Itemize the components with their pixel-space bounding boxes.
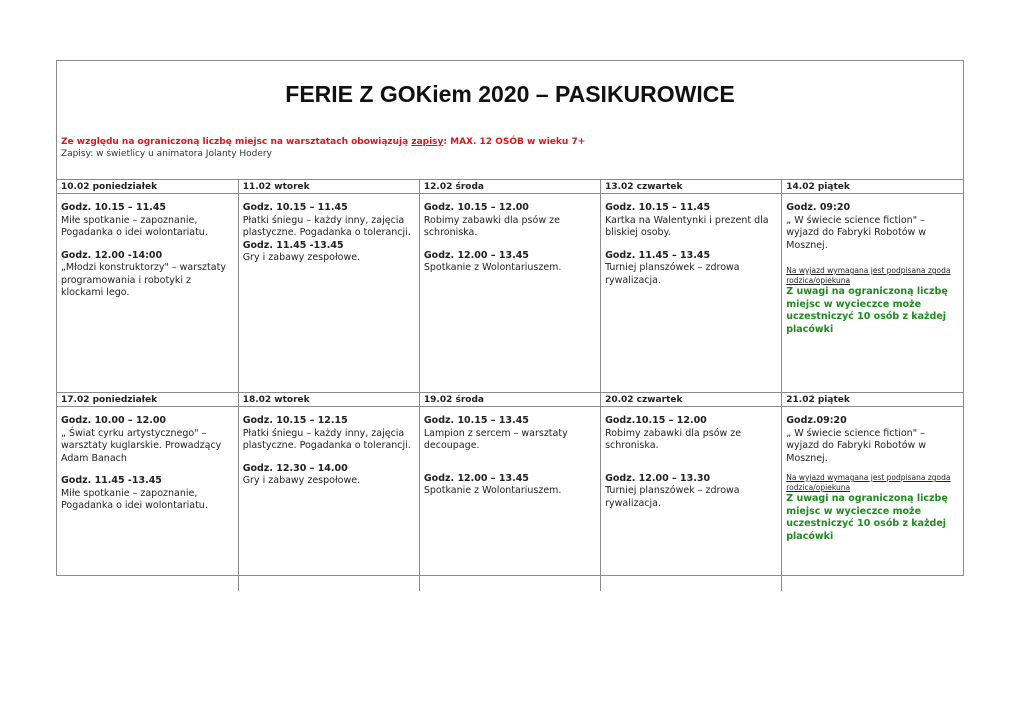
- schedule-sheet: [56, 60, 964, 576]
- day-header: 17.02 poniedziałek: [57, 393, 238, 407]
- time-slot: Godz. 11.45 -13.45: [242, 239, 344, 251]
- day-header: 21.02 piątek: [782, 393, 963, 407]
- activity: Spotkanie z Wolontariuszem.: [423, 262, 562, 273]
- day-cell-mon: [57, 194, 238, 393]
- time-slot: Godz. 11.45 – 13.45: [605, 249, 711, 261]
- week1-activities-row: [57, 194, 963, 393]
- activity: Płatki śniegu – każdy inny, zajęcia plastyczne. Pogadanka o tolerancji.: [242, 214, 411, 238]
- activity: Robimy zabawki dla psów ze schroniska.: [605, 427, 742, 451]
- activity: „Młodzi konstruktorzy" – warsztaty programowania i robotyki z klockami lego.: [61, 262, 226, 298]
- day-cell-tue: [238, 194, 419, 393]
- day-cell-thu: [601, 194, 782, 393]
- capacity-warning: Z uwagi na ograniczoną liczbę miejsc w wycieczce może uczestniczyć 10 osób z każdej placówki: [786, 286, 948, 335]
- day-cell-wed: [419, 407, 600, 592]
- day-header: 11.02 wtorek: [238, 180, 419, 194]
- day-header: 20.02 czwartek: [601, 393, 782, 407]
- time-slot: Godz. 10.15 – 12.00: [423, 202, 529, 213]
- day-cell-fri: [782, 407, 963, 592]
- time-slot: Godz. 12.00 – 13.45: [423, 472, 529, 484]
- time-slot: Godz. 12.00 – 13.45: [423, 249, 529, 261]
- activity: Turniej planszówek – zdrowa rywalizacja.: [605, 262, 740, 286]
- activity: Miłe spotkanie – zapoznanie, Pogadanka o idei wolontariatu.: [61, 487, 208, 511]
- time-slot: Godz. 12.00 -14:00: [61, 249, 163, 261]
- day-header: 10.02 poniedziałek: [57, 180, 238, 194]
- day-header: 19.02 środa: [419, 393, 600, 407]
- notice-subline: Zapisy: w świetlicy u animatora Jolanty Hodery: [61, 149, 272, 159]
- day-cell-wed: [419, 194, 600, 393]
- consent-note: Na wyjazd wymagana jest podpisana zgoda rodzica/opiekuna: [786, 266, 951, 285]
- activity: „ W świecie science fiction" – wyjazd do Fabryki Robotów w Mosznej.: [786, 214, 927, 251]
- day-cell-tue: [238, 407, 419, 592]
- page-title: FERIE Z GOKiem 2020 – PASIKUROWICE: [285, 81, 735, 107]
- time-slot: Godz. 10.15 – 12.15: [242, 415, 348, 426]
- activity: Kartka na Walentynki i prezent dla bliskiej osoby.: [605, 214, 769, 238]
- time-slot: Godz. 12.00 – 13.30: [605, 472, 711, 484]
- notice-link-wrap: [411, 137, 443, 147]
- day-cell-mon: [57, 407, 238, 592]
- time-slot: Godz. 09:20: [786, 202, 851, 213]
- time-slot: Godz.10.15 – 12.00: [605, 415, 707, 426]
- day-header: 12.02 środa: [419, 180, 600, 194]
- activity: Robimy zabawki dla psów ze schroniska.: [423, 214, 560, 238]
- activity: Turniej planszówek – zdrowa rywalizacja.: [605, 485, 740, 509]
- activity: Spotkanie z Wolontariuszem.: [423, 485, 562, 496]
- time-slot: Godz. 10.15 – 11.45: [242, 202, 348, 213]
- time-slot: Godz. 11.45 -13.45: [61, 475, 162, 486]
- notice-text-2: : MAX. 12 OSÓB w wieku 7+: [443, 137, 586, 147]
- week2-activities-row: [57, 407, 963, 592]
- notice-line: [61, 136, 585, 148]
- activity: „ W świecie science fiction" – wyjazd do Fabryki Robotów w Mosznej.: [786, 427, 927, 464]
- time-slot: Godz. 10.15 – 11.45: [61, 202, 167, 213]
- time-slot: Godz. 12.30 – 14.00: [242, 462, 348, 474]
- activity: Płatki śniegu – każdy inny, zajęcia plastyczne. Pogadanka o tolerancji.: [242, 427, 411, 451]
- day-header: 14.02 piątek: [782, 180, 963, 194]
- time-slot: Godz.09:20: [786, 415, 847, 426]
- time-slot: Godz. 10.15 – 11.45: [605, 202, 711, 213]
- day-cell-thu: [601, 407, 782, 592]
- schedule-table: [57, 180, 963, 591]
- activity: Gry i zabawy zespołowe.: [242, 475, 361, 486]
- time-slot: Godz. 10.15 – 13.45: [423, 415, 529, 426]
- week1-day-header-row: [57, 180, 963, 194]
- day-header: 18.02 wtorek: [238, 393, 419, 407]
- notice-link: zapisy: [411, 137, 444, 147]
- notice-text-1: Ze względu na ograniczoną liczbę miejsc na warsztatach obowiązują: [61, 137, 412, 147]
- capacity-warning: Z uwagi na ograniczoną liczbę miejsc w wycieczce może uczestniczyć 10 osób z każdej placówki: [786, 493, 948, 542]
- activity: Miłe spotkanie – zapoznanie, Pogadanka o idei wolontariatu.: [61, 214, 208, 238]
- header-section: [57, 61, 963, 180]
- day-header: 13.02 czwartek: [601, 180, 782, 194]
- activity: Gry i zabawy zespołowe.: [242, 252, 361, 263]
- day-cell-fri: [782, 194, 963, 393]
- consent-note: Na wyjazd wymagana jest podpisana zgoda rodzica/opiekuna: [786, 473, 951, 492]
- time-slot: Godz. 10.00 – 12.00: [61, 415, 167, 426]
- week2-day-header-row: [57, 393, 963, 407]
- signup-notice: [61, 136, 585, 160]
- activity: Lampion z sercem – warsztaty decoupage.: [423, 427, 568, 451]
- activity: „ Świat cyrku artystycznego" – warsztaty kuglarskie. Prowadzący Adam Banach: [61, 427, 222, 464]
